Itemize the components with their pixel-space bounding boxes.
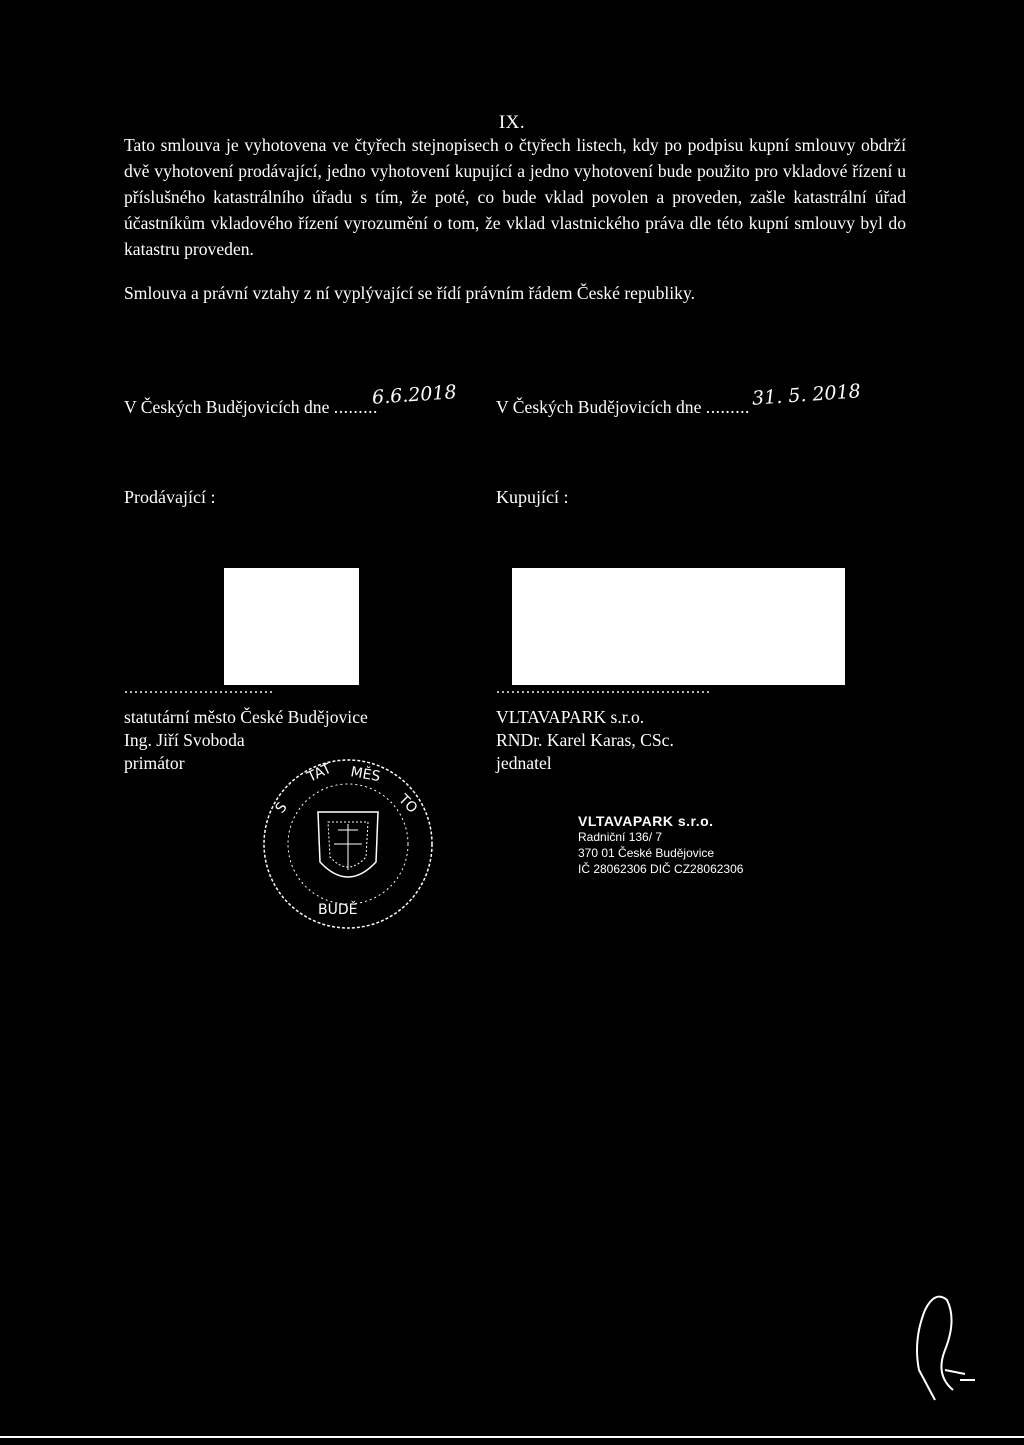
buyer-role: jednatel — [496, 753, 552, 773]
buyer-person: RNDr. Karel Karas, CSc. — [496, 730, 674, 750]
handwritten-initials-icon — [905, 1280, 985, 1410]
section-heading: IX. — [498, 112, 526, 133]
seller-date-dots: ......... — [333, 397, 378, 417]
buyer-signature-redaction — [512, 568, 845, 685]
seller-person: Ing. Jiří Svoboda — [124, 730, 245, 750]
seller-entity: statutární město České Budějovice — [124, 707, 368, 727]
buyer-date-prefix: V Českých Budějovicích dne — [496, 397, 702, 417]
contract-copies-paragraph: Tato smlouva je vyhotovena ve čtyřech stejnopisech o čtyřech listech, kdy po podpisu kupní smlouvy obdrží dvě vyhotovení prodávající, jedno vyhotovení kupující a jedno vyhotovení bude použito pro vkladové řízení u příslušného katastrálního úřadu s tím, že poté, co bude vklad povolen a proveden, zašle katastrální úřad účastníkům vkladového řízení vyrozumění o tom, že vklad vlastnického práva dle této kupní smlouvy byl do katastru proveden. — [124, 135, 906, 259]
buyer-handwritten-date: 31. 5. 2018 — [751, 380, 862, 410]
seller-date-line — [124, 397, 378, 418]
svg-text:S: S — [272, 799, 291, 817]
company-stamp — [578, 813, 743, 877]
seller-handwritten-date: 6.6.2018 — [371, 381, 458, 409]
company-stamp-name: VLTAVAPARK s.r.o. — [578, 813, 714, 829]
governing-law-sentence: Smlouva a právní vztahy z ní vyplývající se řídí právním řádem České republiky. — [124, 283, 695, 303]
seller-role: primátor — [124, 753, 185, 773]
svg-text:MĚS: MĚS — [349, 764, 382, 786]
seller-signature-redaction — [224, 568, 359, 685]
svg-text:TAT: TAT — [304, 760, 334, 786]
buyer-date-line — [496, 397, 750, 418]
seller-signature-line: .............................. — [124, 680, 274, 697]
svg-text:TO: TO — [395, 791, 421, 817]
bottom-edge-line — [0, 1436, 1024, 1438]
seller-date-prefix: V Českých Budějovicích dne — [124, 397, 330, 417]
company-stamp-ids: IČ 28062306 DIČ CZ28062306 — [578, 862, 744, 876]
svg-text:BUDĚ: BUDĚ — [318, 902, 358, 918]
seller-label: Prodávající : — [124, 487, 216, 507]
company-stamp-street: Radniční 136/ 7 — [578, 830, 663, 844]
buyer-entity: VLTAVAPARK s.r.o. — [496, 707, 645, 727]
buyer-signature-line: ........................................... — [496, 680, 711, 697]
buyer-label: Kupující : — [496, 487, 569, 507]
buyer-signatory-block — [496, 706, 674, 775]
company-stamp-city: 370 01 České Budějovice — [578, 846, 715, 860]
city-seal-icon — [258, 752, 438, 932]
buyer-date-dots: ......... — [705, 397, 750, 417]
